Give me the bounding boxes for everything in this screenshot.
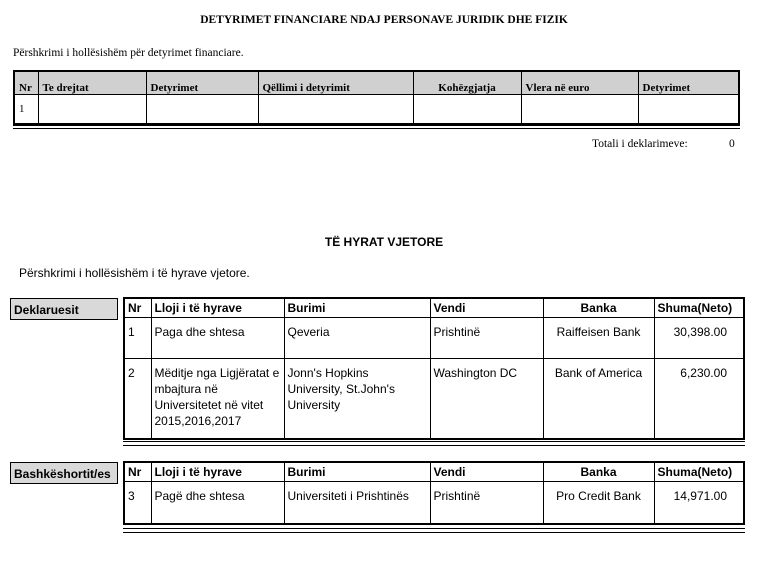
- cell-income-type: Pagë dhe shtesa: [151, 482, 284, 524]
- cell-bank: Bank of America: [543, 359, 654, 439]
- cell: [38, 95, 146, 125]
- col-header-liabilities-2: Detyrimet: [638, 71, 739, 95]
- col-header-purpose: Qëllimi i detyrimit: [258, 71, 413, 95]
- income-header-row: [124, 298, 744, 318]
- col-header-income-type: Lloji i të hyrave: [151, 298, 284, 318]
- income-title: TË HYRAT VJETORE: [324, 235, 444, 249]
- col-header-place: Vendi: [430, 462, 543, 482]
- col-header-source: Burimi: [284, 462, 430, 482]
- cell-amount: 6,230.00: [654, 359, 744, 439]
- col-header-rights: Te drejtat: [38, 71, 146, 95]
- cell-nr: 3: [124, 482, 151, 524]
- liabilities-header-row: [14, 71, 739, 95]
- cell-income-type: Paga dhe shtesa: [151, 318, 284, 359]
- cell-amount: 14,971.00: [654, 482, 744, 524]
- income-header-row: [124, 462, 744, 482]
- col-header-place: Vendi: [430, 298, 543, 318]
- col-header-duration: Kohëzgjatja: [413, 71, 521, 95]
- col-header-nr: Nr: [124, 462, 151, 482]
- cell-source: Qeveria: [284, 318, 430, 359]
- table-row: [124, 318, 744, 359]
- total-declarations-value: 0: [729, 138, 735, 150]
- col-header-amount: Shuma(Neto): [654, 298, 744, 318]
- cell-bank: Pro Credit Bank: [543, 482, 654, 524]
- cell-source: Universiteti i Prishtinës: [284, 482, 430, 524]
- declarant-label: Deklaruesit: [10, 298, 118, 320]
- table-footer-rule: [123, 528, 745, 533]
- col-header-nr: Nr: [124, 298, 151, 318]
- col-header-bank: Banka: [543, 298, 654, 318]
- table-row: [124, 482, 744, 524]
- col-header-bank: Banka: [543, 462, 654, 482]
- liabilities-description: Përshkrimi i hollësishëm për detyrimet financiare.: [13, 47, 244, 59]
- table-row: [14, 95, 739, 125]
- income-description: Përshkrimi i hollësishëm i të hyrave vjetore.: [19, 266, 250, 280]
- cell: [413, 95, 521, 125]
- cell-nr: 2: [124, 359, 151, 439]
- cell-bank: Raiffeisen Bank: [543, 318, 654, 359]
- table-row: [124, 359, 744, 439]
- col-header-value-euro: Vlera në euro: [521, 71, 638, 95]
- cell-income-type: Mëditje nga Ligjëratat e mbajtura në Universitetet në vitet 2015,2016,2017: [151, 359, 284, 439]
- col-header-income-type: Lloji i të hyrave: [151, 462, 284, 482]
- cell: [258, 95, 413, 125]
- cell-source: Jonn's Hopkins University, St.John's University: [284, 359, 430, 439]
- declarant-income-table: [123, 297, 745, 440]
- spouse-label: Bashkëshortit/es: [10, 462, 118, 484]
- col-header-source: Burimi: [284, 298, 430, 318]
- cell: [638, 95, 739, 125]
- total-declarations-label: Totali i deklarimeve:: [592, 138, 688, 150]
- col-header-liabilities: Detyrimet: [146, 71, 258, 95]
- cell-place: Prishtinë: [430, 482, 543, 524]
- cell-place: Washington DC: [430, 359, 543, 439]
- col-header-nr: Nr: [14, 71, 38, 95]
- cell-place: Prishtinë: [430, 318, 543, 359]
- spouse-income-table: [123, 461, 745, 525]
- cell: [146, 95, 258, 125]
- liabilities-table: [13, 70, 740, 125]
- cell-nr: 1: [14, 95, 38, 125]
- table-footer-rule: [13, 125, 740, 129]
- liabilities-title: DETYRIMET FINANCIARE NDAJ PERSONAVE JURIDIK DHE FIZIK: [200, 14, 568, 26]
- col-header-amount: Shuma(Neto): [654, 462, 744, 482]
- cell-nr: 1: [124, 318, 151, 359]
- table-footer-rule: [123, 441, 745, 446]
- cell-amount: 30,398.00: [654, 318, 744, 359]
- cell: [521, 95, 638, 125]
